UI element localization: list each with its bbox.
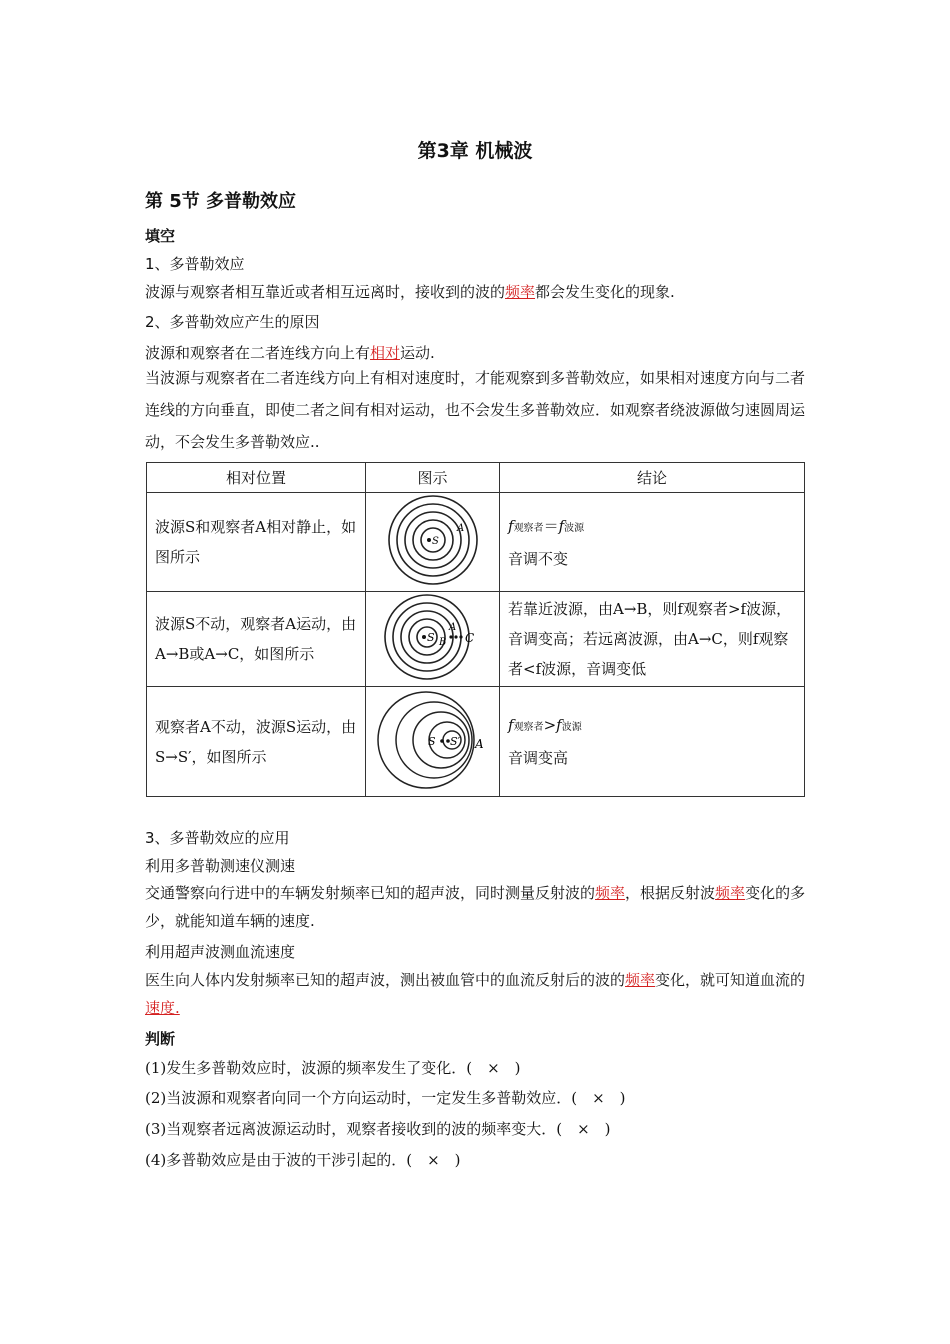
- svg-text:A: A: [474, 736, 484, 751]
- item1-text: 波源与观察者相互靠近或者相互远离时，接收到的波的频率都会发生变化的现象.: [145, 283, 675, 301]
- item1-title: 1、多普勒效应: [145, 255, 245, 273]
- observer-moving-figure: [383, 592, 483, 682]
- static-source-figure: [386, 493, 480, 587]
- fill-heading: 填空: [145, 227, 176, 245]
- blank-answer: 频率: [505, 283, 536, 301]
- item3-sub2: 利用超声波测血流速度: [145, 943, 296, 961]
- header-position: 相对位置: [147, 463, 366, 493]
- row2-conclusion: 若靠近波源，由A→B，则f观察者>f波源，音调变高；若远离波源，由A→C，则f观察者<f波源，音调变低: [500, 592, 805, 687]
- row3-position: 观察者A不动，波源S运动，由S→S′，如图所示: [147, 687, 366, 797]
- section-title: 第 5节 多普勒效应: [145, 191, 297, 212]
- svg-text:B: B: [438, 637, 446, 648]
- judgment-2: (2)当波源和观察者向同一个方向运动时，一定发生多普勒效应．( × ): [145, 1089, 626, 1107]
- item3-para1: 交通警察向行进中的车辆发射频率已知的超声波，同时测量反射波的频率，根据反射波频率变化的多少，就能知道车辆的速度.: [145, 884, 806, 930]
- item3-sub1: 利用多普勒测速仪测速: [145, 857, 296, 875]
- blank-answer: 相对: [370, 344, 401, 362]
- header-figure: 图示: [366, 463, 500, 493]
- row1-figure: [366, 493, 500, 592]
- svg-text:S: S: [431, 536, 439, 547]
- item3-title: 3、多普勒效应的应用: [145, 829, 290, 847]
- row2-figure: [366, 592, 500, 687]
- svg-text:A: A: [448, 622, 456, 633]
- row3-figure: [366, 687, 500, 797]
- row3-conclusion: f观察者>f波源 音调变高: [500, 687, 805, 797]
- judge-heading: 判断: [145, 1030, 176, 1048]
- svg-text:S: S: [426, 631, 435, 644]
- row1-conclusion: f观察者＝f波源 音调不变: [500, 493, 805, 592]
- chapter-title: 第3章 机械波: [417, 140, 533, 162]
- svg-text:S′: S′: [449, 734, 460, 748]
- row1-position: 波源S和观察者A相对静止，如图所示: [147, 493, 366, 592]
- judgment-4: (4)多普勒效应是由于波的干涉引起的．( × ): [145, 1151, 461, 1169]
- header-conclusion: 结论: [500, 463, 805, 493]
- row2-position: 波源S不动，观察者A运动，由A→B或A→C，如图所示: [147, 592, 366, 687]
- judgment-1: (1)发生多普勒效应时，波源的频率发生了变化．( × ): [145, 1059, 521, 1077]
- svg-text:A: A: [456, 523, 464, 534]
- svg-text:C: C: [464, 631, 474, 645]
- source-moving-figure: [374, 688, 492, 792]
- item2-title: 2、多普勒效应产生的原因: [145, 313, 320, 331]
- doppler-table: [146, 462, 805, 797]
- item2-line1: 波源和观察者在二者连线方向上有相对运动.: [145, 344, 435, 362]
- svg-text:S: S: [427, 734, 436, 748]
- item3-para2: 医生向人体内发射频率已知的超声波，测出被血管中的血流反射后的波的频率变化，就可知道血流的速度.: [145, 971, 806, 1017]
- item2-paragraph: 当波源与观察者在二者连线方向上有相对速度时，才能观察到多普勒效应，如果相对速度方向与二者连线的方向垂直，即使二者之间有相对运动，也不会发生多普勒效应．如观察者绕波源做匀速圆周运动，不会发生多普勒效应..: [145, 369, 806, 451]
- judgment-3: (3)当观察者远离波源运动时，观察者接收到的波的频率变大．( × ): [145, 1120, 611, 1138]
